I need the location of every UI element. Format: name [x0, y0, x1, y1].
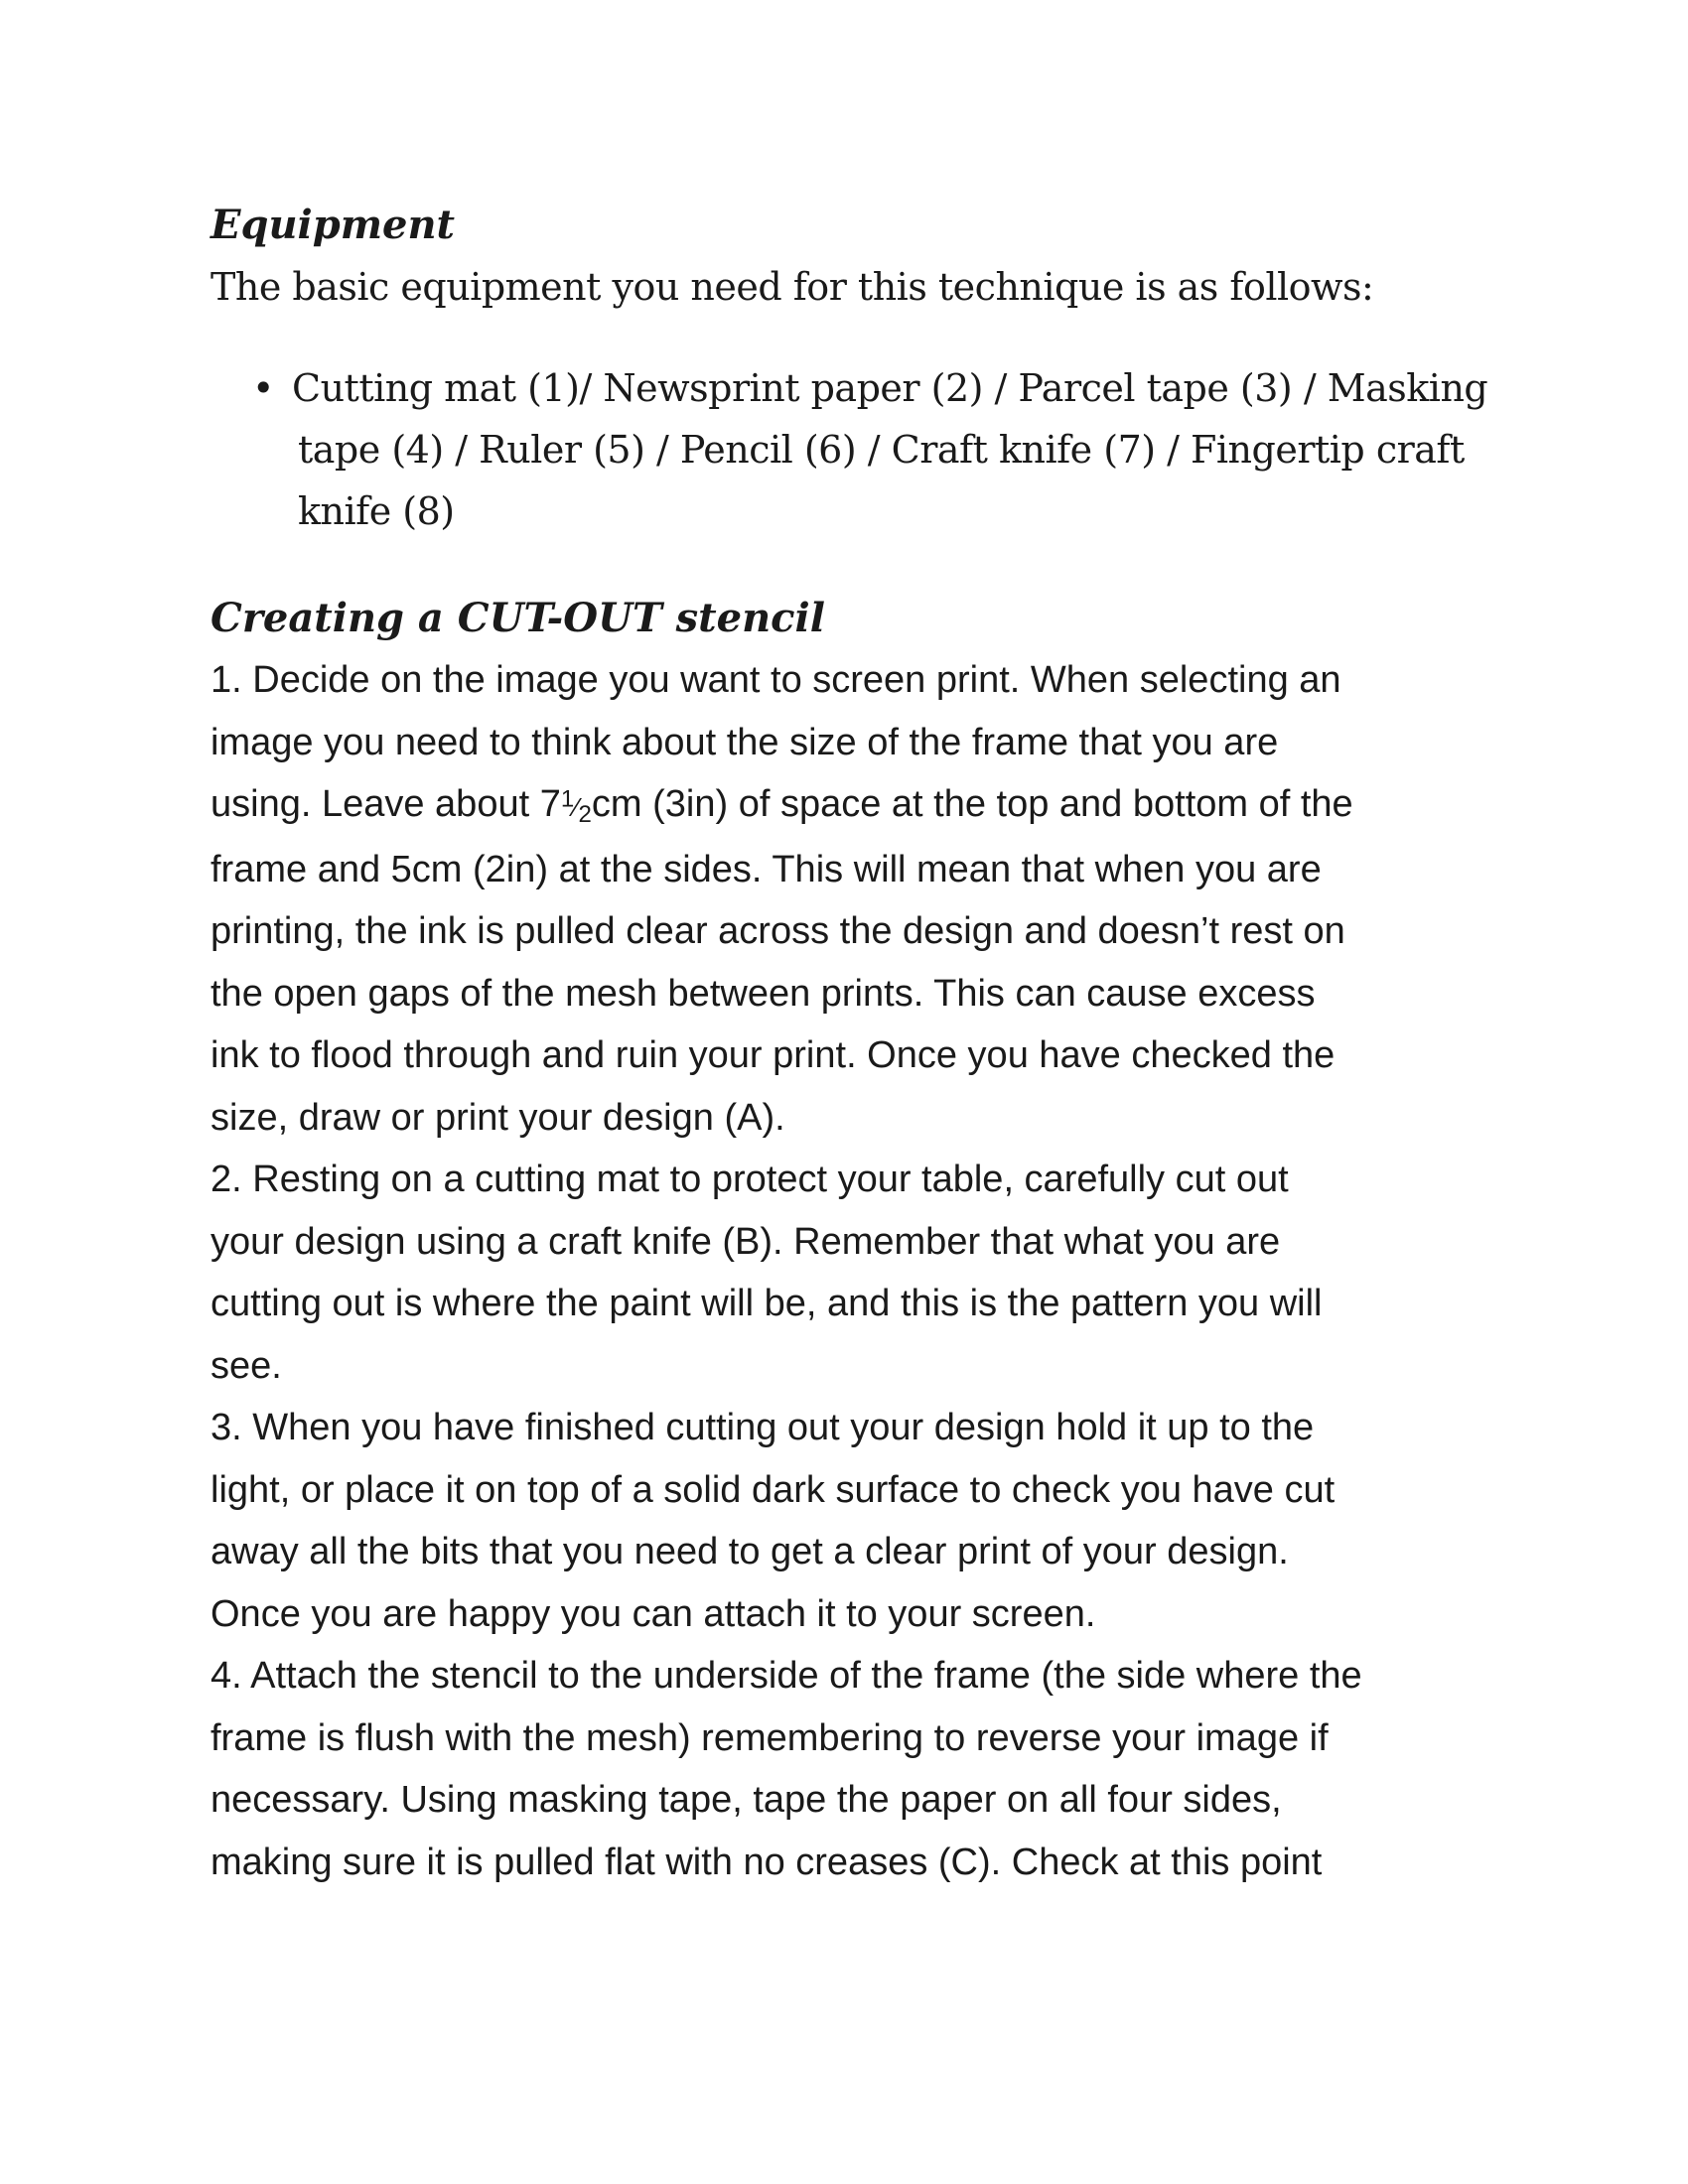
- instruction-line: ink to flood through and ruin your print. Once you have checked the: [211, 1034, 1336, 1076]
- fraction-denominator: 2: [578, 801, 592, 829]
- instruction-line: Once you are happy you can attach it to your screen.: [211, 1592, 1096, 1635]
- instruction-line: light, or place it on top of a solid dark surface to check you have cut: [211, 1468, 1336, 1511]
- instruction-line: cutting out is where the paint will be, and this is the pattern you will: [211, 1283, 1323, 1324]
- instruction-line: necessary. Using masking tape, tape the paper on all four sides,: [211, 1779, 1282, 1821]
- equipment-line: knife (8): [298, 489, 455, 533]
- instruction-line: away all the bits that you need to get a clear print of your design.: [211, 1531, 1289, 1572]
- section-spacer: [211, 542, 1501, 588]
- instruction-line: image you need to think about the size of the frame that you are: [211, 721, 1279, 763]
- bullet-icon: •: [252, 366, 275, 410]
- equipment-intro: The basic equipment you need for this technique is as follows:: [211, 265, 1374, 309]
- equipment-heading: Equipment: [211, 202, 456, 248]
- equipment-line: tape (4) / Ruler (5) / Pencil (6) / Craft knife (7) / Fingertip craft: [298, 428, 1465, 472]
- instruction-line: 2. Resting on a cutting mat to protect your table, carefully cut out: [211, 1159, 1289, 1200]
- instruction-line: see.: [211, 1344, 282, 1387]
- instruction-text: using. Leave about 7: [211, 783, 561, 825]
- fraction-numerator: 1: [560, 785, 575, 813]
- fraction-half: [560, 785, 592, 829]
- fraction-slash: ⁄: [574, 792, 579, 822]
- instruction-line: 4. Attach the stencil to the underside of the frame (the side where the: [211, 1655, 1362, 1697]
- instruction-line: making sure it is pulled flat with no creases (C). Check at this point: [211, 1841, 1323, 1883]
- instruction-line: the open gaps of the mesh between prints. This can cause excess: [211, 972, 1316, 1015]
- instruction-line: your design using a craft knife (B). Remember that what you are: [211, 1220, 1281, 1263]
- instruction-line: 3. When you have finished cutting out your design hold it up to the: [211, 1407, 1315, 1448]
- cutout-instructions: [211, 649, 1501, 1893]
- instruction-line: [211, 773, 1501, 839]
- equipment-line: Cutting mat (1)/ Newsprint paper (2) / Parcel tape (3) / Masking: [292, 366, 1488, 410]
- instruction-line: printing, the ink is pulled clear across the design and doesn’t rest on: [211, 910, 1345, 952]
- cutout-heading: Creating a CUT-OUT stencil: [211, 595, 825, 641]
- instruction-line: size, draw or print your design (A).: [211, 1096, 785, 1139]
- equipment-list: [211, 357, 1501, 542]
- document-content: [211, 195, 1501, 1893]
- instruction-text: cm (3in) of space at the top and bottom of the: [591, 783, 1353, 825]
- instruction-line: frame is flush with the mesh) remembering to reverse your image if: [211, 1716, 1329, 1759]
- instruction-line: 1. Decide on the image you want to screen print. When selecting an: [211, 659, 1341, 701]
- instruction-line: frame and 5cm (2in) at the sides. This will mean that when you are: [211, 848, 1322, 890]
- list-item: [211, 357, 1501, 542]
